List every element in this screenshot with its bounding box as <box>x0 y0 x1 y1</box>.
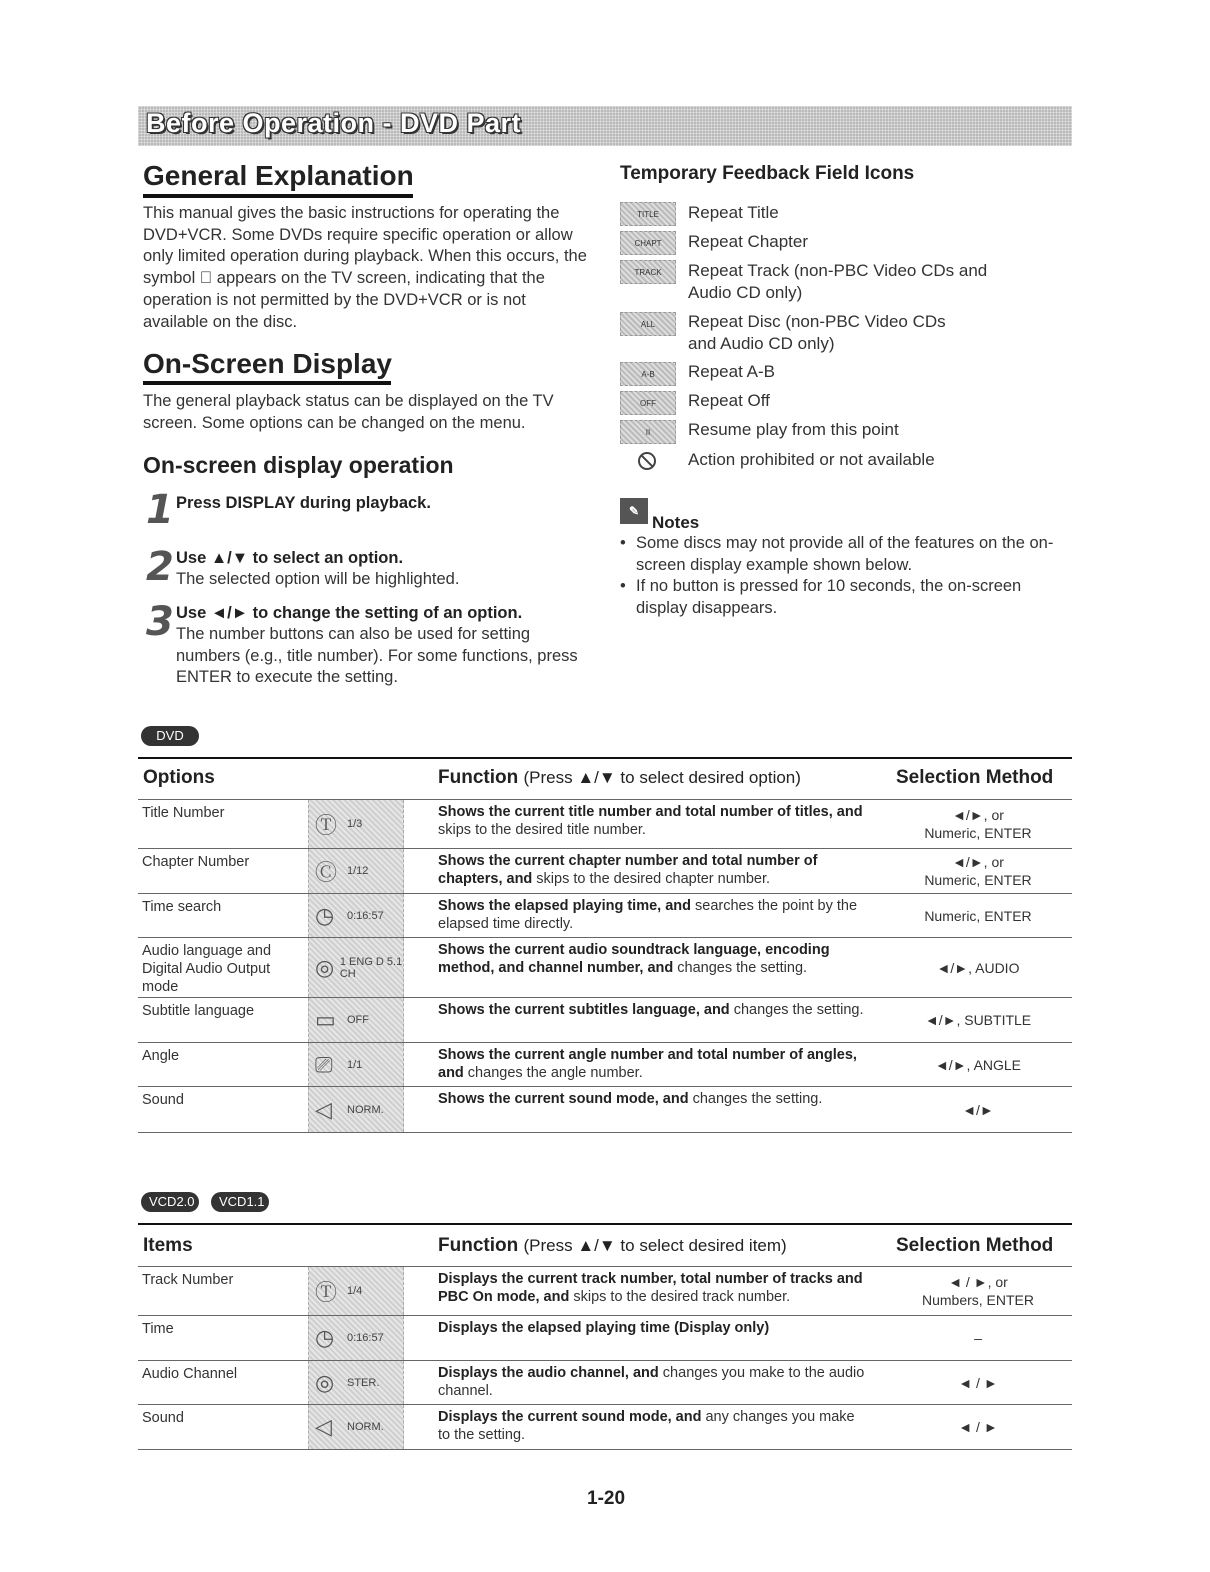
osd-preview <box>308 894 404 937</box>
note-item: • Some discs may not provide all of the features on the on-screen display example shown below. <box>620 533 1072 576</box>
feedback-label: Action prohibited or not available <box>688 450 935 469</box>
osd-preview <box>308 800 404 848</box>
row-function-text <box>438 1408 870 1444</box>
osd-preview <box>308 849 404 893</box>
function-bold-text: Shows the current subtitles language, and <box>438 1002 730 1018</box>
table-row <box>138 1316 1072 1360</box>
function-bold-text: Displays the elapsed playing time (Display only) <box>438 1320 770 1336</box>
function-bold-text: Shows the current title number and total number of titles, and <box>438 804 863 820</box>
row-function-text <box>438 941 870 977</box>
feedback-label: Repeat Off <box>688 391 770 410</box>
row-selection-method: ◄ / ► <box>958 1419 998 1435</box>
osd-value: 1 ENG D 5.1 CH <box>339 955 403 980</box>
row-selection-method: ◄ / ► <box>958 1374 998 1391</box>
table-row <box>138 1087 1072 1132</box>
row-function-text <box>438 1270 870 1306</box>
function-bold-text: Displays the audio channel, and <box>438 1365 659 1381</box>
table-row <box>138 800 1072 848</box>
osd-value: 0:16:57 <box>347 909 384 922</box>
table-row <box>138 1267 1072 1315</box>
step-text: The number buttons can also be used for setting numbers (e.g., title number). For some functions, press ENTER to execute the setting. <box>176 625 578 687</box>
function-bold-text: Displays the current sound mode, and <box>438 1409 702 1425</box>
function-header-label: Function <box>438 1235 519 1256</box>
function-header-label: Function <box>438 767 519 788</box>
osd-icon: Ⓣ <box>315 1279 338 1305</box>
general-explanation-heading: General Explanation <box>143 160 414 191</box>
function-bold-text: Shows the current angle number and total number of angles, and <box>438 1047 857 1081</box>
table-rule <box>138 1132 1072 1133</box>
notes-list <box>620 533 1072 619</box>
repeat-ab-icon: A-B <box>620 362 676 386</box>
row-option-label: Track Number <box>142 1272 234 1288</box>
function-bold-text: Shows the current audio soundtrack language, encoding method, and channel number, and <box>438 942 830 976</box>
osd-icon: ◷ <box>315 902 335 928</box>
banner-title: Before Operation - DVD Part <box>146 108 522 138</box>
osd-value: 1/1 <box>347 1058 363 1071</box>
row-function-text <box>438 1319 870 1337</box>
table-top-rule <box>138 757 1072 759</box>
repeat-track-icon: TRACK <box>620 260 676 284</box>
function-bold-text: Displays the current track number, total number of tracks and PBC On mode, and <box>438 1271 863 1305</box>
feedback-label: Repeat A-B <box>688 362 775 381</box>
items-column-header: Items <box>143 1235 193 1256</box>
step-number: 1 <box>146 487 174 533</box>
operation-heading: On-screen display operation <box>143 452 454 478</box>
osd-value: 0:16:57 <box>347 1332 384 1344</box>
function-normal-text: skips to the desired track number. <box>569 1289 791 1305</box>
osd-value: 1/3 <box>347 818 363 830</box>
osd-value: OFF <box>347 1014 369 1026</box>
function-normal-text: searches the point by the elapsed time directly. <box>438 898 858 932</box>
notes-heading: Notes <box>652 513 700 532</box>
general-explanation-text: This manual gives the basic instructions for operating the DVD+VCR. Some DVDs require specific operation or allow only limited operation during playback. When this occurs, the symbol ⃠ appears on the TV screen, indicating that the operation is not permitted by the DVD+VCR or is not available on the disc. <box>143 204 587 331</box>
row-selection-method: ◄/►, ANGLE <box>934 1056 1022 1073</box>
section-banner <box>138 106 1072 146</box>
osd-icon: Ⓒ <box>315 859 338 885</box>
function-normal-text: changes you make to the audio channel. <box>438 1365 865 1399</box>
osd-preview <box>308 1405 404 1449</box>
step-number: 3 <box>146 599 174 645</box>
function-header-note: (Press ▲/▼ to select desired item) <box>523 1236 787 1255</box>
options-column-header: Options <box>143 767 215 788</box>
function-bold-text: Shows the elapsed playing time, and <box>438 898 691 914</box>
row-selection-method: ◄/►, or Numeric, ENTER <box>924 854 1032 888</box>
row-selection-method: ◄/► <box>962 1101 994 1118</box>
osd-preview <box>308 1316 404 1360</box>
feedback-label: Repeat Title <box>688 203 779 222</box>
osd-value: STER. <box>347 1376 380 1389</box>
heading-rule <box>143 194 413 198</box>
prohibited-icon <box>638 452 656 470</box>
feedback-label: Repeat Chapter <box>688 232 809 251</box>
function-header-note: (Press ▲/▼ to select desired option) <box>523 768 801 787</box>
step-heading: Press DISPLAY during playback. <box>176 494 431 512</box>
row-option-label: Time <box>142 1321 174 1337</box>
osd-icon: Ⓣ <box>315 812 338 838</box>
notes-icon: ✎ <box>620 498 648 524</box>
table-top-rule <box>138 1223 1072 1225</box>
row-option-label: Sound <box>142 1410 184 1426</box>
function-normal-text: skips to the desired chapter number. <box>532 871 771 887</box>
osd-icon: ▭ <box>315 1007 336 1032</box>
row-option-label: Chapter Number <box>142 854 250 870</box>
row-option-label: Time search <box>142 899 222 915</box>
function-column-header <box>438 1235 787 1257</box>
selection-method-column-header: Selection Method <box>896 767 1054 788</box>
osd-icon: ◁ <box>315 1414 332 1439</box>
feedback-label: Repeat Track (non-PBC Video CDs and Audio CD only) <box>688 261 988 302</box>
page-number: 1-20 <box>587 1488 626 1509</box>
row-function-text <box>438 1046 870 1082</box>
osd-icon: ◷ <box>315 1325 335 1350</box>
vcd11-badge: VCD1.1 <box>211 1192 269 1212</box>
osd-value: NORM. <box>347 1421 384 1433</box>
function-normal-text: any changes you make to the setting. <box>438 1409 855 1443</box>
row-selection-method: ◄/►, AUDIO <box>936 959 1020 976</box>
osd-preview <box>308 938 404 997</box>
table-rule <box>138 1449 1072 1450</box>
function-bold-text: Shows the current chapter number and total number of chapters, and <box>438 853 818 887</box>
row-function-text <box>438 1090 870 1108</box>
vcd20-badge: VCD2.0 <box>141 1192 199 1212</box>
row-option-label: Title Number <box>142 805 225 821</box>
row-function-text <box>438 852 870 888</box>
resume-icon: II <box>620 420 676 444</box>
osd-value: 1/12 <box>347 865 369 877</box>
row-function-text <box>438 1001 870 1019</box>
osd-icon: ◎ <box>315 954 335 980</box>
step-heading: Use ▲/▼ to select an option. <box>176 549 404 567</box>
table-row <box>138 998 1072 1042</box>
step-number: 2 <box>146 544 174 590</box>
osd-value: NORM. <box>347 1103 384 1116</box>
feedback-icons-heading: Temporary Feedback Field Icons <box>620 163 915 184</box>
feedback-label: Repeat Disc (non-PBC Video CDs and Audio CD only) <box>688 312 946 353</box>
function-bold-text: Shows the current sound mode, and <box>438 1091 689 1107</box>
row-selection-method: Numeric, ENTER <box>924 907 1032 924</box>
on-screen-display-heading: On-Screen Display <box>143 348 392 379</box>
function-normal-text: changes the setting. <box>688 1091 823 1107</box>
table-row <box>138 1405 1072 1449</box>
osd-preview <box>308 998 404 1042</box>
repeat-chapter-icon: CHAPT <box>620 231 676 255</box>
on-screen-display-text: The general playback status can be displayed on the TV screen. Some options can be changed on the menu. <box>143 392 554 432</box>
note-item: • If no button is pressed for 10 seconds, the on-screen display disappears. <box>620 576 1072 619</box>
repeat-title-icon: TITLE <box>620 202 676 226</box>
table-row <box>138 938 1072 997</box>
feedback-label: Resume play from this point <box>688 420 899 439</box>
row-function-text <box>438 1364 870 1400</box>
osd-preview <box>308 1043 404 1086</box>
osd-icon: ⎚ <box>315 1051 333 1077</box>
row-option-label: Subtitle language <box>142 1003 255 1019</box>
row-option-label: Angle <box>142 1048 180 1064</box>
function-normal-text: changes the angle number. <box>463 1065 643 1081</box>
osd-preview <box>308 1087 404 1132</box>
table-row <box>138 1361 1072 1404</box>
row-selection-method: – <box>974 1330 982 1346</box>
step-text: The selected option will be highlighted. <box>176 570 460 588</box>
table-row <box>138 849 1072 893</box>
step-heading: Use ◄/► to change the setting of an option. <box>176 604 523 622</box>
function-column-header <box>438 767 801 789</box>
selection-method-column-header: Selection Method <box>896 1235 1054 1256</box>
row-selection-method: ◄/►, or Numeric, ENTER <box>924 807 1032 841</box>
function-normal-text: changes the setting. <box>729 1002 864 1018</box>
function-normal-text: changes the setting. <box>673 960 808 976</box>
osd-preview <box>308 1267 404 1315</box>
osd-icon: ◎ <box>315 1369 335 1395</box>
row-function-text <box>438 897 870 933</box>
row-option-label: Sound <box>142 1092 184 1108</box>
heading-rule <box>143 381 391 385</box>
row-option-label: Audio language and Digital Audio Output mode <box>142 943 272 995</box>
row-function-text <box>438 803 870 839</box>
osd-value: 1/4 <box>347 1285 363 1297</box>
table-row <box>138 894 1072 937</box>
repeat-off-icon: OFF <box>620 391 676 415</box>
osd-preview <box>308 1361 404 1404</box>
dvd-badge: DVD <box>141 726 199 746</box>
row-option-label: Audio Channel <box>142 1366 238 1382</box>
repeat-disc-icon: ALL <box>620 312 676 336</box>
function-normal-text: skips to the desired title number. <box>438 822 646 838</box>
row-selection-method: ◄ / ►, or Numbers, ENTER <box>921 1274 1035 1308</box>
table-row <box>138 1043 1072 1086</box>
row-selection-method: ◄/►, SUBTITLE <box>924 1012 1032 1028</box>
osd-icon: ◁ <box>315 1096 332 1122</box>
